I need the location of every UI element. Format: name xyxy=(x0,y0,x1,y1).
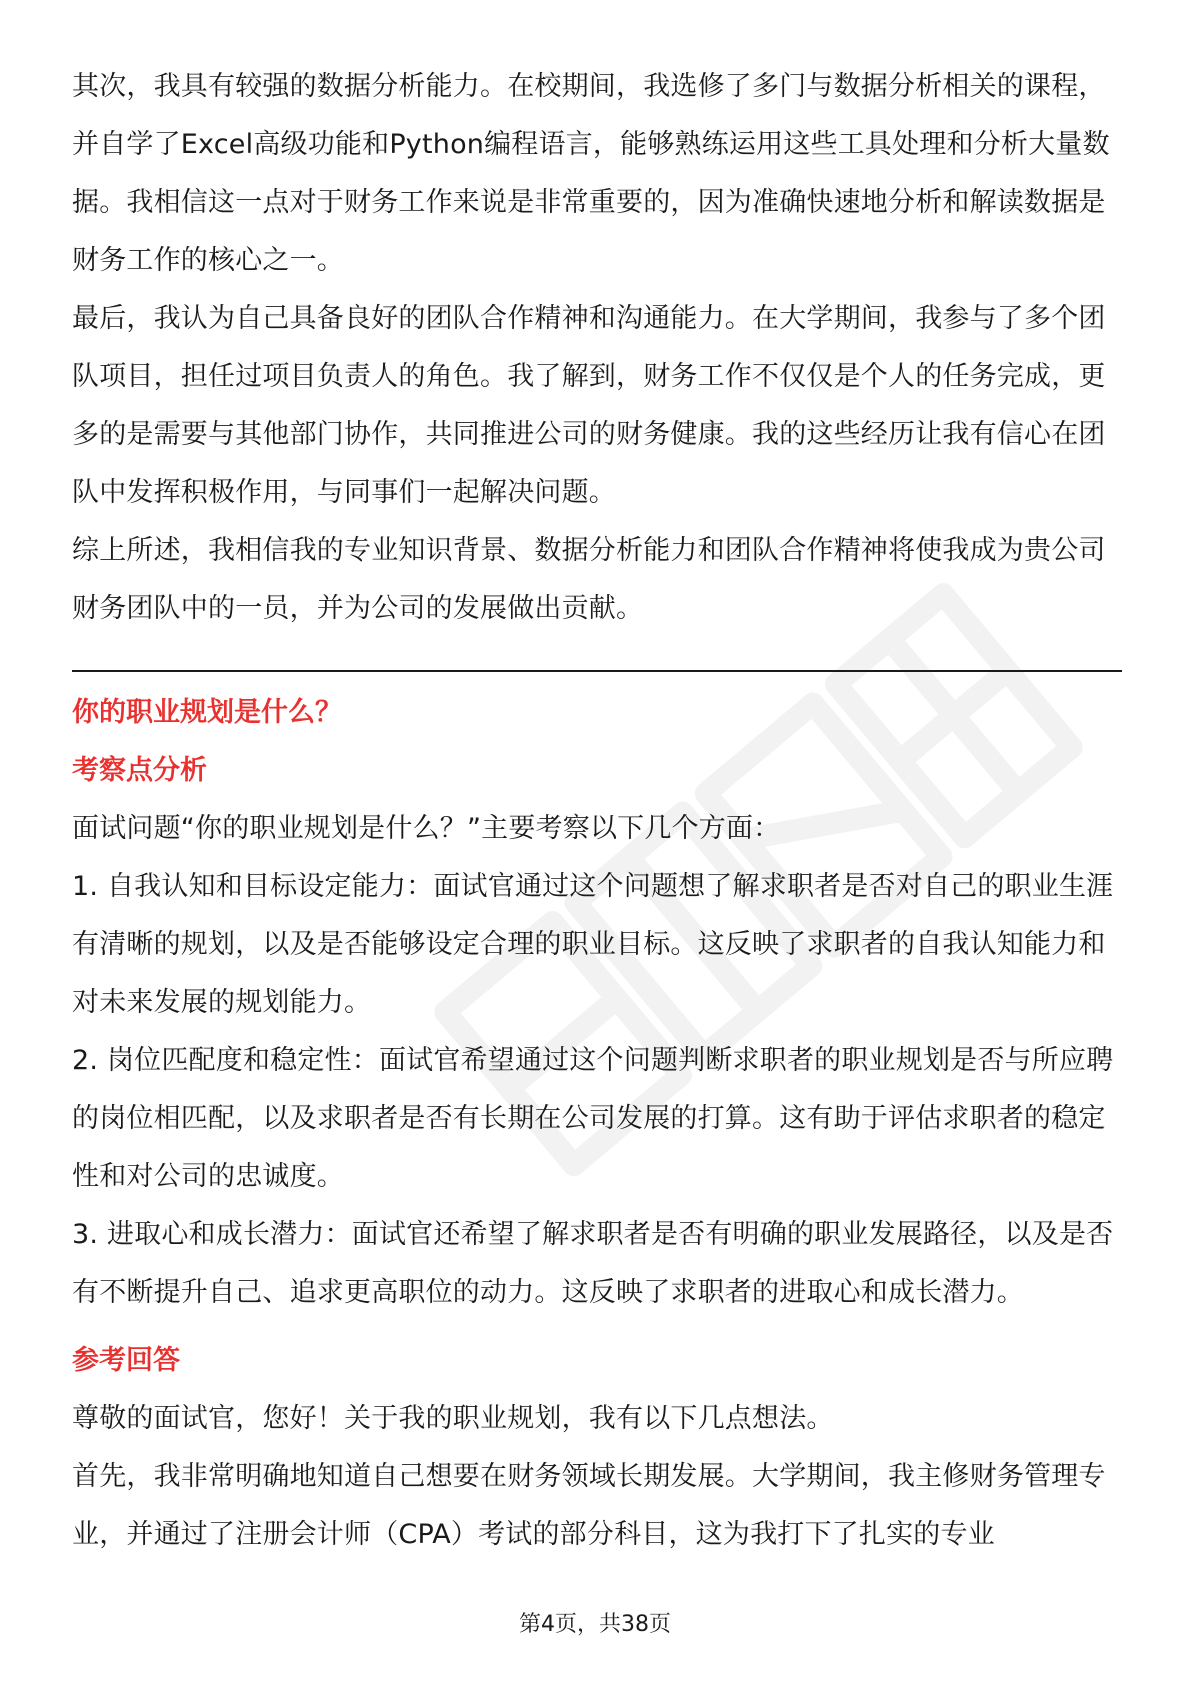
answer-heading: 参考回答 xyxy=(72,1345,180,1376)
answer-first-point: 首先，我非常明确地知道自己想要在财务领域长期发展。大学期间，我主修财务管理专业，并通过了注册会计师（CPA）考试的部分科目，这为我打下了扎实的专业 xyxy=(72,1461,1106,1550)
analysis-heading: 考察点分析 xyxy=(72,755,207,786)
paragraph-teamwork: 最后，我认为自己具备良好的团队合作精神和沟通能力。在大学期间，我参与了多个团队项目，担任过项目负责人的角色。我了解到，财务工作不仅仅是个人的任务完成，更多的是需要与其他部门协作，共同推进公司的财务健康。我的这些经历让我有信心在团队中发挥积极作用，与同事们一起解决问题。 xyxy=(72,303,1106,508)
document-page xyxy=(72,58,1122,1564)
analysis-point-1: 1. 自我认知和目标设定能力：面试官通过这个问题想了解求职者是否对自己的职业生涯有清晰的规划，以及是否能够设定合理的职业目标。这反映了求职者的自我认知能力和对未来发展的规划能力。 xyxy=(72,871,1114,1018)
answer-greeting: 尊敬的面试官，您好！关于我的职业规划，我有以下几点想法。 xyxy=(72,1403,834,1434)
question-title: 你的职业规划是什么？ xyxy=(72,697,342,728)
analysis-intro: 面试问题“你的职业规划是什么？”主要考察以下几个方面： xyxy=(72,813,781,844)
section-divider xyxy=(72,670,1122,672)
paragraph-summary: 综上所述，我相信我的专业知识背景、数据分析能力和团队合作精神将使我成为贵公司财务团队中的一员，并为公司的发展做出贡献。 xyxy=(72,535,1106,624)
analysis-point-3: 3. 进取心和成长潜力：面试官还希望了解求职者是否有明确的职业发展路径，以及是否有不断提升自己、追求更高职位的动力。这反映了求职者的进取心和成长潜力。 xyxy=(72,1219,1114,1308)
analysis-point-2: 2. 岗位匹配度和稳定性：面试官希望通过这个问题判断求职者的职业规划是否与所应聘的岗位相匹配，以及求职者是否有长期在公司发展的打算。这有助于评估求职者的稳定性和对公司的忠诚度。 xyxy=(72,1045,1114,1192)
paragraph-data-analysis: 其次，我具有较强的数据分析能力。在校期间，我选修了多门与数据分析相关的课程，并自学了Excel高级功能和Python编程语言，能够熟练运用这些工具处理和分析大量数据。我相信这一点对于财务工作来说是非常重要的，因为准确快速地分析和解读数据是财务工作的核心之一。 xyxy=(72,71,1110,276)
page-number: 第4页，共38页 xyxy=(519,1612,671,1637)
